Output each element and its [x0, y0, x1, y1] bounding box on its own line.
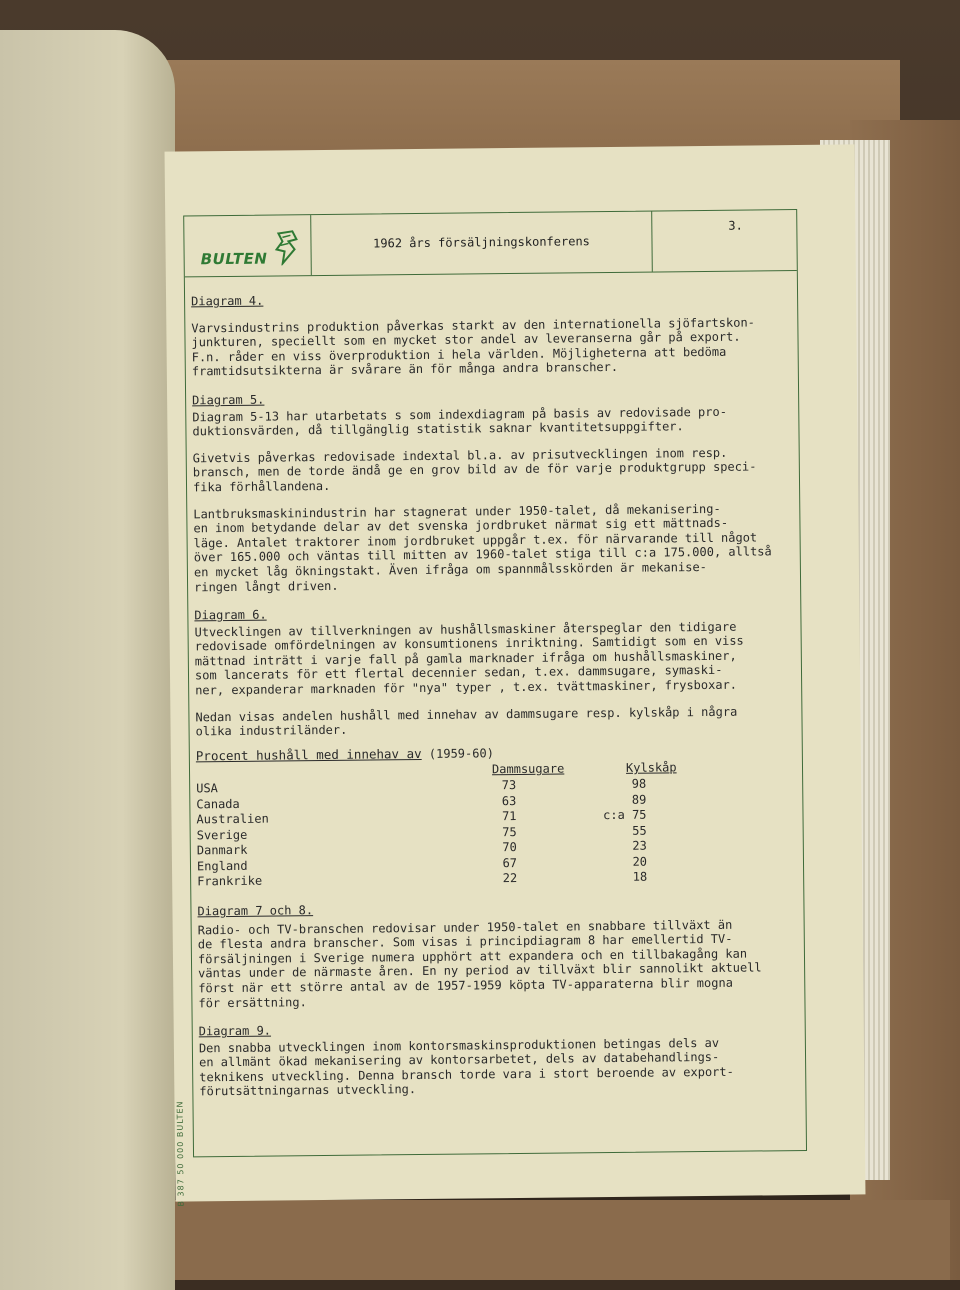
table-period: (1959-60) [428, 746, 494, 761]
page-title: 1962 års försäljningskonferens [373, 234, 590, 251]
page-frame [175, 209, 807, 1207]
text-line: bransch, men de torde ändå ge en grov bild av de för varje produktgrupp speci- [192, 459, 757, 480]
text-line: Lantbruksmaskinindustrin har stagnerat under 1950-talet, då mekanisering- [193, 501, 721, 521]
text-line: Utvecklingen av tillverkningen av hushållsmaskiner återspeglar den tidigare [194, 619, 737, 640]
column-header: Dammsugare [491, 761, 565, 777]
kylskap-cell: 20 [632, 854, 648, 869]
text-line: F.n. råder en viss överproduktion i hela världen. Möjligheterna att bedöma [191, 344, 727, 365]
logo-cell [184, 215, 312, 276]
document-page [165, 144, 866, 1207]
text-line: först när ett större antal av de 1957-1959 köpta TV-apparaterna blir mogna [198, 975, 733, 996]
country-cell: Canada [196, 796, 240, 812]
table-heading: Procent hushåll med innehav av [195, 745, 422, 764]
country-cell: Frankrike [197, 874, 263, 889]
text-line: duktionsvärden, då tillgänglig statistik saknar kvantitetsuppgifter. [192, 419, 684, 439]
table-body [196, 775, 797, 890]
text-line: läge. Antalet traktorer inom jordbruket uppgår t.ex. för närvarande till något [193, 530, 758, 551]
text-line: Varvsindustrins produktion påverkas starkt av den internationella sjöfartskon- [191, 315, 755, 335]
text-line: ner, expanderar marknaden för "nya" typer , t.ex. tvättmaskiner, frysboxar. [195, 677, 738, 698]
text-line: Den snabba utvecklingen inom kontorsmaskinsproduktionen betingas dels av [198, 1035, 720, 1056]
kylskap-cell: 98 [631, 777, 647, 792]
text-line: framtidsutsikterna är svårare än för många andra branscher. [191, 360, 619, 379]
header-title-cell [311, 212, 653, 276]
text-line: olika industriländer. [195, 723, 348, 739]
text-line: ringen långt driven. [194, 578, 339, 594]
column-header: Kylskåp [625, 760, 677, 776]
paragraph [198, 917, 799, 1011]
text-line: de flesta andra branscher. Som visas i principdiagram 8 har emellertid TV- [197, 931, 733, 952]
country-cell: England [196, 858, 248, 874]
text-line: Radio- och TV-branschen redovisar under 1950-talet en snabbare tillväxt än [197, 917, 733, 937]
bolt-logo-icon [272, 229, 300, 265]
paragraph [194, 619, 795, 698]
kylskap-cell: 18 [632, 870, 648, 885]
page-number: 3. [728, 218, 743, 233]
dammsugare-cell: 73 [501, 778, 517, 793]
text-line: Givetvis påverkas redovisade indextal bl.a. av prisutvecklingen inom resp. [192, 445, 728, 466]
section-heading: Diagram 7 och 8. [197, 903, 314, 919]
text-line: Nedan visas andelen hushåll med innehav av dammsugare resp. kylskåp i några [195, 704, 738, 725]
kylskap-cell: 89 [631, 792, 647, 807]
country-cell: USA [196, 781, 218, 796]
text-line: mättnad inträtt i varje fall på gamla marknader ifråga om hushållsmaskiner, [194, 648, 737, 669]
country-cell: Sverige [196, 827, 248, 843]
text-line: en inom betydande delar av det svenska jordbruket närmat sig ett mättnads- [193, 515, 729, 536]
text-line: en mycket låg ökningstakt. Även ifråga om spannmålsskörden är mekanise- [193, 559, 707, 580]
section-heading: Diagram 6. [194, 607, 267, 623]
country-cell: Australien [196, 812, 269, 827]
kylskap-cell: 23 [632, 839, 647, 854]
dammsugare-cell: 22 [502, 871, 518, 886]
text-line: redovisade omfördelningen av konsumtionens inriktning. Samtidigt som en viss [194, 633, 744, 654]
text-line: som lancerats för ett flertal decennier sedan, t.ex. dammsugare, symaski- [194, 663, 723, 683]
box-bottom [150, 1200, 950, 1280]
side-imprint [175, 1016, 191, 1216]
text-line: väntas under de närmaste åren. En ny period av tillväxt blir sannolikt aktuell [198, 960, 762, 981]
kylskap-cell: 55 [632, 823, 647, 838]
paragraph [192, 404, 792, 439]
text-line: Diagram 5-13 har utarbetats s som indexdiagram på basis av redovisade pro- [192, 404, 727, 424]
page-content [191, 288, 799, 1099]
text-line: försäljningen i Sverige numera upphört att expandera och en tillbakagång kan [197, 946, 748, 967]
header-row [184, 210, 797, 277]
text-line: en allmänt ökad mekanisering av kontorsarbetet, dels av databehandlings- [198, 1050, 720, 1070]
section-heading: Diagram 4. [191, 293, 264, 309]
left-binder-page [0, 30, 175, 1290]
text-line: junkturen, speciellt som en mycket stor andel av leveranserna går på export. [191, 329, 741, 350]
section-heading: Diagram 5. [192, 392, 265, 408]
dammsugare-cell: 63 [501, 793, 517, 809]
section-heading: Diagram 9. [198, 1023, 272, 1039]
page-number-cell [652, 210, 797, 272]
text-line: fika förhållandena. [192, 478, 331, 495]
text-line: förutsättningarnas utveckling. [199, 1082, 417, 1099]
side-imprint-text: B 387 50 000 BULTEN [175, 1100, 186, 1207]
text-line: över 165.000 och väntas till mitten av 1960-talet stiga till c:a 175.000, alltså [193, 544, 772, 565]
dammsugare-cell: 75 [502, 824, 517, 840]
dammsugare-cell: 71 [501, 809, 517, 824]
text-line: för ersättning. [198, 994, 307, 1010]
bulten-logo: BULTEN [200, 249, 268, 269]
text-line: teknikens utveckling. Denna bransch torde vara i stort beroende av export- [199, 1064, 734, 1085]
kylskap-cell: c:a 75 [603, 808, 647, 823]
paragraph [199, 1035, 800, 1100]
dammsugare-cell: 70 [502, 840, 517, 855]
paragraph [193, 501, 794, 595]
country-cell: Danmark [196, 843, 248, 858]
household-table [196, 743, 797, 890]
paragraph [193, 445, 793, 495]
dammsugare-cell: 67 [502, 855, 518, 871]
paragraph [195, 704, 795, 739]
